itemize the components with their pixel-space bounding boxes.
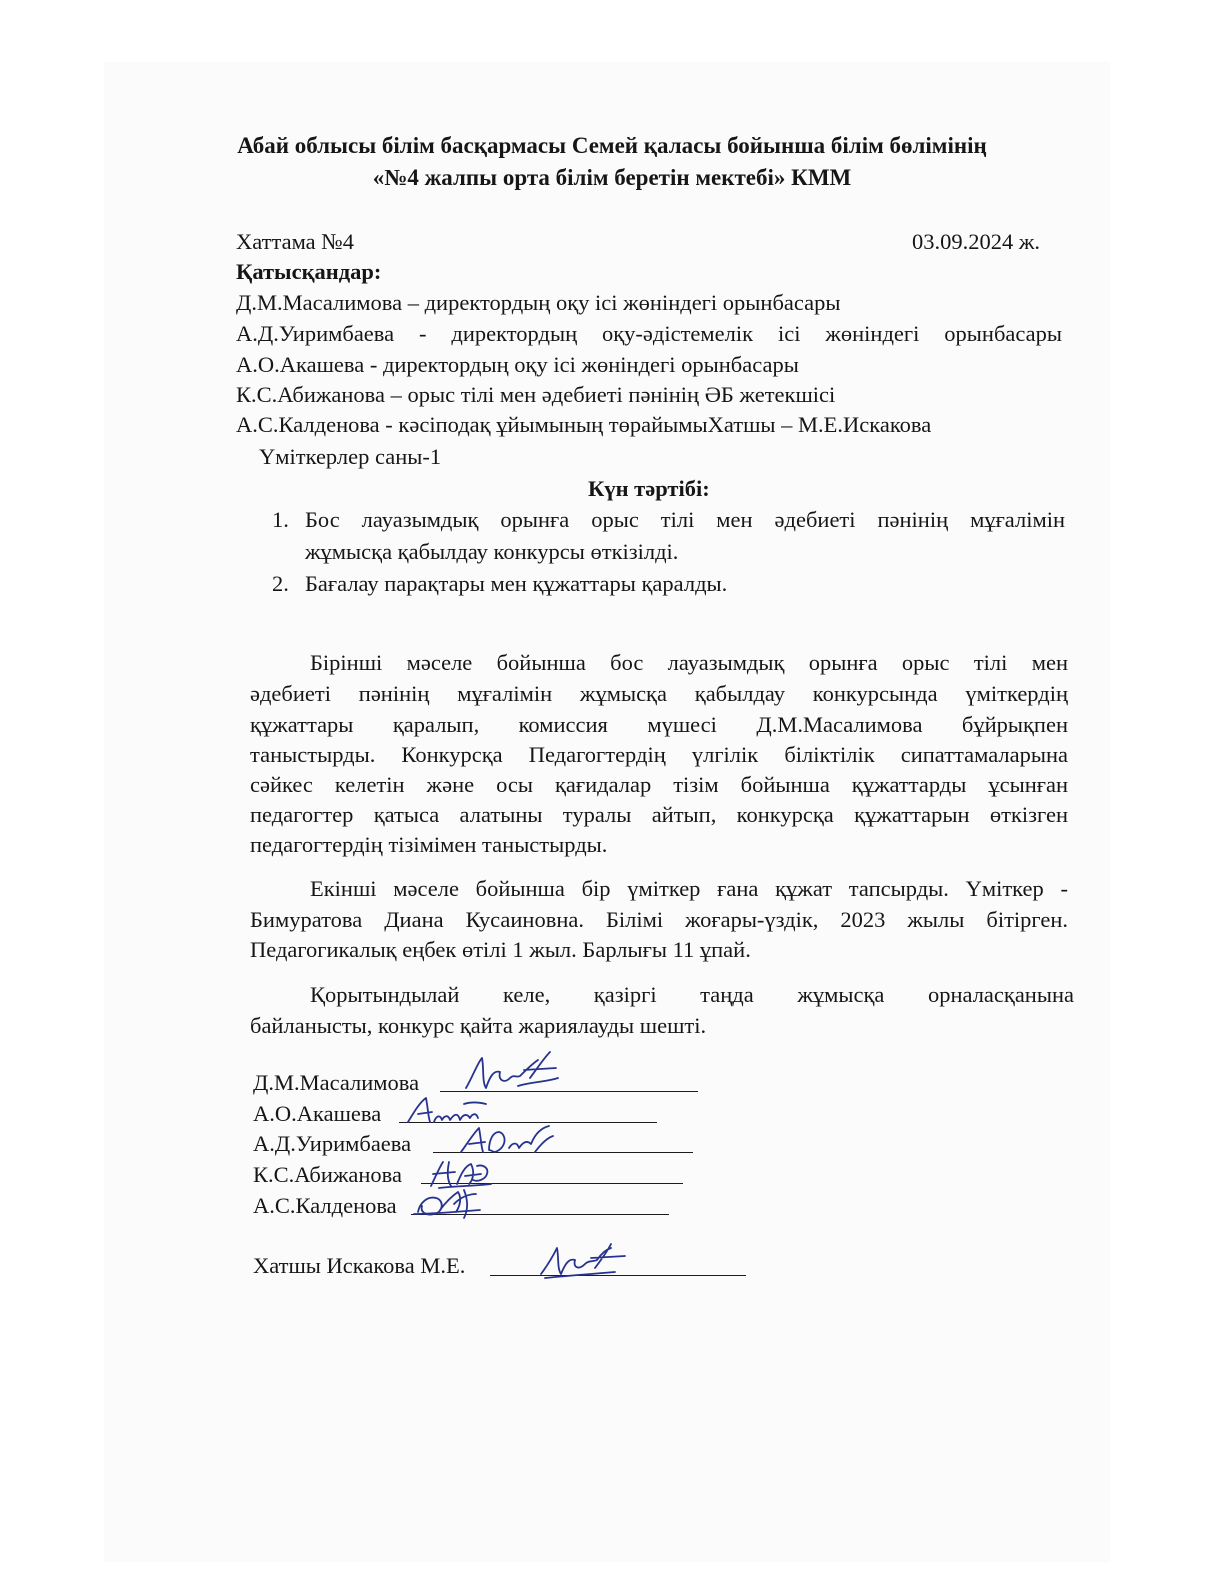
protocol-date: 03.09.2024 ж. — [912, 229, 1041, 254]
participants-heading: Қатысқандар: — [236, 259, 382, 284]
participant-item: К.С.Абижанова – орыс тілі мен әдебиеті пәнінің ӘБ жетекшісі — [236, 382, 836, 407]
paragraph-1-line: педагогтер қатыса алатыны туралы айтып, конкурсқа құжаттарын өткізген — [250, 802, 1068, 827]
paragraph-2-line: Бимуратова Диана Кусаиновна. Білімі жоғары-үздік, 2023 жылы бітірген. — [250, 907, 1068, 932]
paragraph-1-line: құжаттары қаралып, комиссия мүшесі Д.М.Масалимова бұйрықпен — [250, 712, 1068, 737]
candidates-count: Үміткерлер саны-1 — [259, 444, 442, 469]
agenda-item-number: 2. — [272, 571, 289, 596]
paragraph-1-line: әдебиеті пәнінің мұғалімін жұмысқа қабылдау конкурсында үміткердің — [250, 681, 1068, 706]
signature-image — [460, 1048, 570, 1100]
header-line-1: Абай облысы білім басқармасы Семей қаласы бойынша білім бөлімінің — [237, 133, 987, 158]
paragraph-1-line: сәйкес келетін және осы қағидалар тізім бойынша құжаттарды ұсынған — [250, 772, 1068, 797]
signature-image — [535, 1238, 635, 1284]
paragraph-1-line: педагогтердің тізімімен таныстырды. — [250, 832, 608, 857]
participant-item: А.О.Акашева - директордың оқу ісі жөніндегі орынбасары — [236, 352, 799, 377]
secretary-label: Хатшы Искакова М.Е. — [253, 1253, 466, 1278]
signatory-name: А.О.Акашева — [253, 1101, 382, 1126]
participant-item: А.Д.Уиримбаева - директордың оқу-әдістемелік ісі жөніндегі орынбасары — [236, 321, 1062, 346]
agenda-item-line: Бос лауазымдық орынға орыс тілі мен әдебиеті пәнінің мұғалімін — [305, 507, 1065, 532]
paragraph-3-line: Қорытындылай келе, қазіргі таңда жұмысқа орналасқанына — [310, 982, 1074, 1007]
paragraph-1-line: Бірінші мәселе бойынша бос лауазымдық орынға орыс тілі мен — [310, 650, 1068, 675]
signatory-name: А.С.Калденова — [253, 1193, 397, 1218]
signatory-name: К.С.Абижанова — [253, 1162, 402, 1187]
agenda-item-line: Бағалау парақтары мен құжаттары қаралды. — [305, 571, 728, 596]
participant-item: Д.М.Масалимова – директордың оқу ісі жөніндегі орынбасары — [236, 290, 841, 315]
paragraph-2-line: Екінші мәселе бойынша бір үміткер ғана құжат тапсырды. Үміткер - — [310, 876, 1068, 901]
paragraph-1-line: таныстырды. Конкурсқа Педагогтердің үлгілік біліктілік сипаттамаларына — [250, 742, 1068, 767]
protocol-number: Хаттама №4 — [236, 229, 354, 254]
agenda-item-number: 1. — [272, 507, 289, 532]
paragraph-3-line: байланысты, конкурс қайта жариялауды шешті. — [250, 1013, 707, 1038]
signatory-name: А.Д.Уиримбаева — [253, 1131, 412, 1156]
participant-item: А.С.Калденова - кәсіподақ ұйымының төрайымыХатшы – М.Е.Искакова — [236, 412, 932, 437]
paragraph-2-line: Педагогикалық еңбек өтілі 1 жыл. Барлығы 11 ұпай. — [250, 937, 751, 962]
header-line-2: «№4 жалпы орта білім беретін мектебі» КММ — [372, 165, 852, 190]
signatory-name: Д.М.Масалимова — [253, 1070, 420, 1095]
agenda-heading: Күн тәртібі: — [588, 476, 710, 501]
signature-image — [410, 1180, 500, 1224]
agenda-item-line: жұмысқа қабылдау конкурсы өткізілді. — [305, 539, 679, 564]
